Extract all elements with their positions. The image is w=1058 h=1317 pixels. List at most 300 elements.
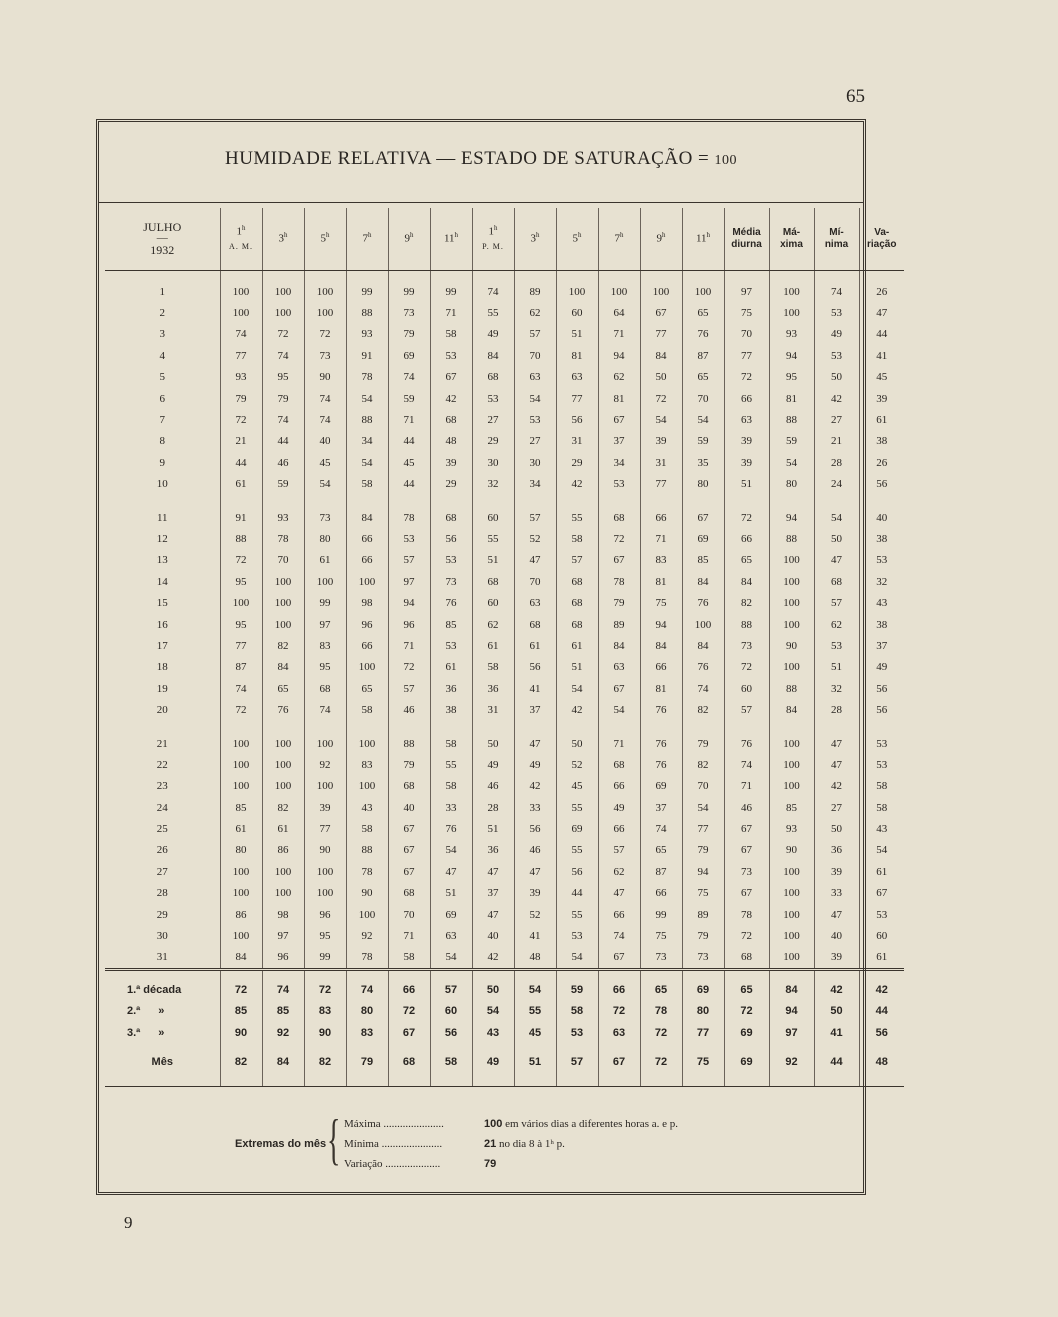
value-cell: 76 — [682, 592, 724, 613]
value-cell: 55 — [430, 754, 472, 775]
value-cell: 80 — [220, 840, 262, 861]
value-cell: 62 — [814, 614, 859, 635]
value-cell: 39 — [859, 388, 904, 409]
max-header-line2: xima — [780, 239, 803, 250]
value-cell: 40 — [472, 925, 514, 946]
spacer-cell — [346, 1080, 388, 1087]
value-cell: 100 — [769, 904, 814, 925]
hour-sup: h — [536, 231, 540, 240]
value-cell: 55 — [556, 840, 598, 861]
value-cell: 74 — [304, 409, 346, 430]
summary-value-cell: 58 — [430, 1044, 472, 1080]
value-cell: 84 — [472, 345, 514, 366]
value-cell: 47 — [814, 754, 859, 775]
value-cell: 47 — [814, 904, 859, 925]
value-cell: 41 — [859, 345, 904, 366]
summary-value-cell: 60 — [430, 1001, 472, 1023]
summary-value-cell: 65 — [640, 979, 682, 1001]
extreme-min-note: no dia 8 à 1ʰ p. — [496, 1138, 565, 1150]
value-cell: 53 — [514, 409, 556, 430]
value-cell: 42 — [556, 474, 598, 495]
summary-value-cell: 82 — [304, 1044, 346, 1080]
value-cell: 42 — [556, 699, 598, 720]
spacer-cell — [724, 1080, 769, 1087]
hour-number: 3 — [530, 232, 536, 245]
value-cell: 87 — [220, 657, 262, 678]
value-cell: 68 — [556, 592, 598, 613]
value-cell: 36 — [430, 678, 472, 699]
decade-1-row — [105, 979, 904, 1001]
spacer-cell — [556, 271, 598, 282]
value-cell: 53 — [814, 635, 859, 656]
summary-value-cell: 41 — [814, 1022, 859, 1044]
value-cell: 71 — [388, 635, 430, 656]
value-cell: 91 — [220, 507, 262, 528]
spacer-cell — [262, 271, 304, 282]
value-cell: 82 — [262, 797, 304, 818]
value-cell: 67 — [598, 409, 640, 430]
value-cell: 74 — [682, 678, 724, 699]
value-cell: 54 — [430, 840, 472, 861]
value-cell: 50 — [556, 733, 598, 754]
summary-label — [105, 1044, 220, 1080]
summary-value-cell: 48 — [859, 1044, 904, 1080]
value-cell: 47 — [472, 904, 514, 925]
value-cell: 81 — [769, 388, 814, 409]
value-cell: 76 — [682, 657, 724, 678]
hour-header — [472, 208, 514, 271]
value-cell: 66 — [724, 388, 769, 409]
page-title — [99, 148, 863, 170]
value-cell: 100 — [262, 614, 304, 635]
value-cell: 44 — [262, 431, 304, 452]
value-cell: 27 — [472, 409, 514, 430]
value-cell: 58 — [556, 528, 598, 549]
value-cell: 85 — [682, 550, 724, 571]
summary-value-cell: 92 — [262, 1022, 304, 1044]
value-cell: 99 — [388, 281, 430, 302]
value-cell: 30 — [514, 452, 556, 473]
value-cell: 67 — [598, 947, 640, 970]
page-number: 65 — [846, 86, 865, 107]
value-cell: 100 — [769, 657, 814, 678]
value-cell: 50 — [814, 528, 859, 549]
value-cell: 62 — [514, 302, 556, 323]
value-cell: 65 — [640, 840, 682, 861]
hour-sup: h — [662, 231, 666, 240]
value-cell: 53 — [814, 345, 859, 366]
value-cell: 82 — [682, 699, 724, 720]
value-cell: 70 — [724, 324, 769, 345]
value-cell: 100 — [769, 302, 814, 323]
value-cell: 100 — [220, 925, 262, 946]
table-row — [105, 550, 904, 571]
value-cell: 100 — [220, 776, 262, 797]
value-cell: 55 — [556, 904, 598, 925]
value-cell: 55 — [472, 528, 514, 549]
value-cell: 61 — [262, 818, 304, 839]
value-cell: 71 — [388, 925, 430, 946]
range-header — [859, 208, 904, 271]
value-cell: 71 — [430, 302, 472, 323]
value-cell: 72 — [640, 388, 682, 409]
summary-value-cell: 75 — [682, 1044, 724, 1080]
summary-value-cell: 42 — [814, 979, 859, 1001]
value-cell: 72 — [724, 367, 769, 388]
table-row — [105, 754, 904, 775]
value-cell: 96 — [346, 614, 388, 635]
day-cell: 7 — [159, 414, 165, 427]
value-cell: 89 — [514, 281, 556, 302]
value-cell: 88 — [220, 528, 262, 549]
value-cell: 37 — [859, 635, 904, 656]
spacer-row — [105, 271, 904, 282]
value-cell: 72 — [598, 528, 640, 549]
spacer-cell — [556, 721, 598, 733]
ditto-mark: » — [158, 1026, 165, 1039]
spacer-cell — [304, 495, 346, 507]
hour-number: 1 — [236, 226, 242, 239]
value-cell: 71 — [598, 733, 640, 754]
value-cell: 71 — [724, 776, 769, 797]
value-cell: 26 — [859, 281, 904, 302]
spacer-cell — [472, 1080, 514, 1087]
value-cell: 54 — [814, 507, 859, 528]
value-cell: 68 — [430, 507, 472, 528]
spacer-cell — [304, 721, 346, 733]
spacer-cell — [598, 970, 640, 980]
summary-value-cell: 58 — [556, 1001, 598, 1023]
value-cell: 100 — [220, 754, 262, 775]
value-cell: 76 — [262, 699, 304, 720]
spacer-cell — [682, 271, 724, 282]
summary-value-cell: 67 — [388, 1022, 430, 1044]
value-cell: 50 — [640, 367, 682, 388]
footer-mark: 9 — [124, 1213, 133, 1232]
value-cell: 97 — [262, 925, 304, 946]
value-cell: 98 — [262, 904, 304, 925]
value-cell: 69 — [556, 818, 598, 839]
value-cell: 42 — [514, 776, 556, 797]
value-cell: 41 — [514, 678, 556, 699]
value-cell: 46 — [724, 797, 769, 818]
summary-value-cell: 92 — [769, 1044, 814, 1080]
value-cell: 49 — [472, 754, 514, 775]
day-cell: 21 — [156, 737, 168, 750]
value-cell: 100 — [346, 657, 388, 678]
value-cell: 79 — [682, 925, 724, 946]
value-cell: 77 — [682, 818, 724, 839]
title-saturation-value: 100 — [714, 153, 738, 168]
value-cell: 53 — [430, 345, 472, 366]
value-cell: 87 — [640, 861, 682, 882]
value-cell: 100 — [262, 776, 304, 797]
value-cell: 60 — [556, 302, 598, 323]
summary-value-cell: 83 — [304, 1001, 346, 1023]
month-header — [105, 208, 220, 271]
summary-value-cell: 79 — [346, 1044, 388, 1080]
value-cell: 90 — [304, 367, 346, 388]
value-cell: 47 — [430, 861, 472, 882]
value-cell: 61 — [859, 861, 904, 882]
range-header-line2: riação — [867, 239, 897, 250]
value-cell: 67 — [724, 840, 769, 861]
value-cell: 60 — [724, 678, 769, 699]
value-cell: 57 — [388, 678, 430, 699]
table-row — [105, 528, 904, 549]
value-cell: 51 — [556, 657, 598, 678]
spacer-cell — [262, 970, 304, 980]
value-cell: 94 — [598, 345, 640, 366]
value-cell: 99 — [640, 904, 682, 925]
value-cell: 86 — [220, 904, 262, 925]
summary-value-cell: 68 — [388, 1044, 430, 1080]
day-cell: 15 — [156, 597, 168, 610]
value-cell: 41 — [514, 925, 556, 946]
value-cell: 27 — [814, 797, 859, 818]
hour-period: A. M. — [229, 241, 253, 251]
day-cell: 3 — [159, 328, 165, 341]
value-cell: 53 — [859, 550, 904, 571]
value-cell: 44 — [388, 474, 430, 495]
table-row — [105, 840, 904, 861]
value-cell: 73 — [724, 861, 769, 882]
value-cell: 67 — [724, 818, 769, 839]
spacer-cell — [598, 271, 640, 282]
value-cell: 39 — [514, 883, 556, 904]
value-cell: 67 — [388, 840, 430, 861]
spacer-cell — [682, 721, 724, 733]
value-cell: 100 — [304, 302, 346, 323]
value-cell: 61 — [220, 474, 262, 495]
value-cell: 39 — [724, 431, 769, 452]
value-cell: 34 — [346, 431, 388, 452]
value-cell: 68 — [598, 507, 640, 528]
value-cell: 100 — [682, 281, 724, 302]
spacer-cell — [304, 271, 346, 282]
summary-label-text: 3.ª — [127, 1026, 141, 1039]
value-cell: 66 — [640, 883, 682, 904]
summary-value-cell: 80 — [346, 1001, 388, 1023]
value-cell: 47 — [814, 733, 859, 754]
day-cell: 18 — [156, 661, 168, 674]
hour-number: 5 — [572, 232, 578, 245]
value-cell: 74 — [262, 409, 304, 430]
value-cell: 70 — [682, 388, 724, 409]
value-cell: 30 — [472, 452, 514, 473]
value-cell: 100 — [346, 776, 388, 797]
value-cell: 46 — [514, 840, 556, 861]
value-cell: 62 — [472, 614, 514, 635]
title-text: HUMIDADE RELATIVA — ESTADO DE SATURAÇÃO — [224, 148, 693, 169]
value-cell: 95 — [304, 925, 346, 946]
hour-header — [682, 208, 724, 271]
value-cell: 39 — [724, 452, 769, 473]
hour-number: 9 — [656, 232, 662, 245]
day-cell: 6 — [159, 392, 165, 405]
value-cell: 94 — [682, 861, 724, 882]
table-row — [105, 592, 904, 613]
value-cell: 61 — [220, 818, 262, 839]
spacer-cell — [262, 495, 304, 507]
value-cell: 95 — [769, 367, 814, 388]
summary-value-cell: 90 — [220, 1022, 262, 1044]
value-cell: 100 — [220, 861, 262, 882]
value-cell: 63 — [556, 367, 598, 388]
value-cell: 81 — [556, 345, 598, 366]
value-cell: 53 — [859, 754, 904, 775]
value-cell: 100 — [304, 883, 346, 904]
value-cell: 76 — [430, 592, 472, 613]
value-cell: 98 — [346, 592, 388, 613]
value-cell: 52 — [556, 754, 598, 775]
value-cell: 26 — [859, 452, 904, 473]
spacer-cell — [220, 271, 262, 282]
hour-header — [556, 208, 598, 271]
day-cell: 26 — [156, 844, 168, 857]
value-cell: 67 — [598, 550, 640, 571]
summary-value-cell: 72 — [598, 1001, 640, 1023]
value-cell: 49 — [859, 657, 904, 678]
value-cell: 44 — [556, 883, 598, 904]
value-cell: 57 — [724, 699, 769, 720]
value-cell: 79 — [220, 388, 262, 409]
value-cell: 88 — [769, 528, 814, 549]
value-cell: 65 — [724, 550, 769, 571]
value-cell: 90 — [769, 635, 814, 656]
summary-value-cell: 50 — [814, 1001, 859, 1023]
table-row — [105, 474, 904, 495]
value-cell: 53 — [388, 528, 430, 549]
spacer-cell — [769, 271, 814, 282]
value-cell: 58 — [859, 776, 904, 797]
value-cell: 88 — [388, 733, 430, 754]
value-cell: 88 — [769, 409, 814, 430]
value-cell: 67 — [640, 302, 682, 323]
value-cell: 53 — [472, 388, 514, 409]
spacer-cell — [105, 495, 220, 507]
value-cell: 90 — [346, 883, 388, 904]
value-cell: 88 — [769, 678, 814, 699]
value-cell: 61 — [472, 635, 514, 656]
value-cell: 100 — [304, 776, 346, 797]
day-cell: 30 — [156, 930, 168, 943]
value-cell: 58 — [346, 699, 388, 720]
day-cell: 2 — [159, 307, 165, 320]
summary-label-text: Mês — [151, 1055, 173, 1068]
table-row — [105, 409, 904, 430]
spacer-cell — [556, 1080, 598, 1087]
value-cell: 74 — [304, 699, 346, 720]
value-cell: 56 — [859, 699, 904, 720]
summary-value-cell: 55 — [514, 1001, 556, 1023]
value-cell: 45 — [388, 452, 430, 473]
value-cell: 54 — [346, 452, 388, 473]
day-cell: 11 — [156, 511, 168, 524]
value-cell: 27 — [514, 431, 556, 452]
spacer-cell — [640, 721, 682, 733]
hour-sup: h — [284, 231, 288, 240]
day-cell: 13 — [156, 554, 168, 567]
value-cell: 95 — [220, 571, 262, 592]
value-cell: 88 — [346, 409, 388, 430]
value-cell: 64 — [598, 302, 640, 323]
spacer-cell — [388, 271, 430, 282]
value-cell: 49 — [514, 754, 556, 775]
day-cell: 27 — [156, 865, 168, 878]
value-cell: 68 — [724, 947, 769, 970]
summary-value-cell: 54 — [472, 1001, 514, 1023]
value-cell: 84 — [262, 657, 304, 678]
summary-value-cell: 77 — [682, 1022, 724, 1044]
min-header-line1: Mí- — [829, 226, 844, 238]
spacer-cell — [769, 495, 814, 507]
value-cell: 67 — [598, 678, 640, 699]
spacer-cell — [346, 721, 388, 733]
table-end — [105, 1080, 904, 1087]
spacer-cell — [262, 1080, 304, 1087]
hour-sup: h — [706, 231, 711, 240]
value-cell: 31 — [472, 699, 514, 720]
value-cell: 100 — [769, 861, 814, 882]
value-cell: 56 — [514, 818, 556, 839]
spacer-cell — [640, 271, 682, 282]
value-cell: 84 — [682, 571, 724, 592]
value-cell: 31 — [640, 452, 682, 473]
value-cell: 88 — [346, 840, 388, 861]
value-cell: 29 — [556, 452, 598, 473]
value-cell: 54 — [682, 409, 724, 430]
value-cell: 74 — [220, 324, 262, 345]
value-cell: 100 — [769, 776, 814, 797]
extreme-min-row — [344, 1138, 824, 1150]
summary-value-cell: 57 — [430, 979, 472, 1001]
spacer-cell — [105, 970, 220, 980]
value-cell: 96 — [304, 904, 346, 925]
value-cell: 73 — [388, 302, 430, 323]
day-cell: 4 — [159, 349, 165, 362]
table-row — [105, 657, 904, 678]
hour-sup: h — [326, 231, 330, 240]
spacer-cell — [682, 495, 724, 507]
value-cell: 40 — [304, 431, 346, 452]
value-cell: 82 — [262, 635, 304, 656]
value-cell: 50 — [814, 367, 859, 388]
value-cell: 68 — [814, 571, 859, 592]
value-cell: 100 — [556, 281, 598, 302]
day-cell: 28 — [156, 887, 168, 900]
value-cell: 62 — [598, 861, 640, 882]
value-cell: 79 — [598, 592, 640, 613]
spacer-cell — [430, 495, 472, 507]
value-cell: 74 — [814, 281, 859, 302]
mean-header-line1: Média — [732, 226, 761, 238]
extreme-max-value: 100 — [484, 1118, 503, 1130]
value-cell: 66 — [640, 657, 682, 678]
value-cell: 33 — [430, 797, 472, 818]
spacer-cell — [556, 970, 598, 980]
value-cell: 68 — [598, 754, 640, 775]
spacer-cell — [262, 721, 304, 733]
value-cell: 79 — [388, 754, 430, 775]
value-cell: 37 — [598, 431, 640, 452]
value-cell: 97 — [304, 614, 346, 635]
value-cell: 73 — [304, 345, 346, 366]
hour-number: 5 — [320, 232, 326, 245]
spacer-cell — [346, 271, 388, 282]
summary-value-cell: 49 — [472, 1044, 514, 1080]
value-cell: 53 — [859, 733, 904, 754]
